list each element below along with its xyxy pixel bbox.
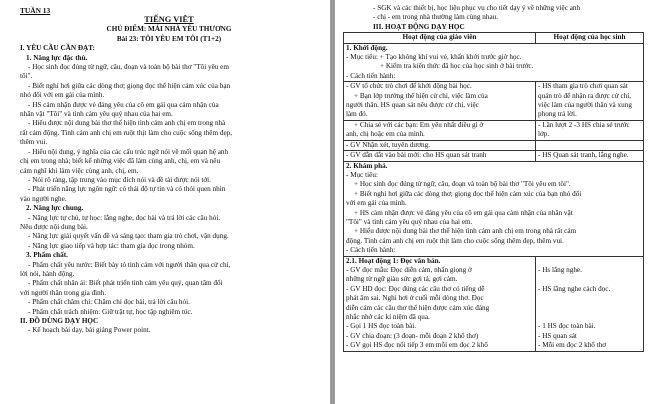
- warmup-title: 1. Khởi động.: [346, 43, 388, 52]
- teacher-cell: [344, 82, 536, 121]
- text-line: - 1 HS đọc toàn bài.: [538, 322, 596, 331]
- text-line: với người thân trong gia đình.: [20, 288, 107, 297]
- table-row: [344, 120, 644, 140]
- text-line: - Phẩm chất nhân ái: Biết phát triển tình cảm yêu quý, quan tâm đối: [28, 279, 223, 288]
- student-cell: [536, 140, 644, 150]
- general-competence-text: [20, 214, 318, 252]
- text-line: diễn cảm các câu thơ thể hiện được cảm xúc đáng: [346, 303, 490, 312]
- warmup-text: [346, 53, 641, 81]
- table-row: [344, 256, 644, 351]
- col-teacher-header: Hoạt động của giáo viên: [344, 33, 536, 43]
- text-line: động. Tình cảm anh chị em ruột thịt làm cho cuộc sống thêm đẹp, thêm vui.: [346, 236, 564, 245]
- subsection-qualities: 3. Phẩm chất.: [26, 251, 68, 260]
- subject-title: TIẾNG VIỆT: [144, 15, 194, 25]
- text-line: - chị - em trong nhà thường làm cùng nhau.: [373, 13, 499, 22]
- text-line: quản trò để nhận ra được cử chỉ,: [538, 91, 632, 100]
- right-page: [335, 0, 650, 404]
- text-line: - Phẩm chất chăm chỉ: Chăm chỉ đọc bài, trả lời câu hỏi.: [28, 298, 190, 307]
- table-row: [344, 43, 644, 82]
- section-activities: III. HOẠT ĐỘNG DẠY HỌC: [373, 22, 465, 31]
- qualities-text: [20, 261, 318, 317]
- specific-competence-text: [20, 63, 318, 204]
- text-line: - Phát triển năng lực ngôn ngữ: có thái độ tự tin và có thói quen nhìn: [28, 185, 226, 194]
- text-line: + HS cảm nhận được vẻ đáng yêu của cô em gái qua cảm nhận của nhân vật: [354, 208, 573, 217]
- text-line: anh, chị hoặc em của mình.: [346, 130, 425, 139]
- text-line: + Kiểm tra kiến thức đã học của học sinh ở bài trước.: [380, 62, 534, 71]
- table-row: [344, 140, 644, 150]
- text-line: - Năng lực giao tiếp và hợp tác: tham gia đọc trong nhóm.: [28, 241, 195, 250]
- text-line: chị em trong nhà; biết kể những việc đã làm cùng anh, chị, em và nêu: [20, 157, 221, 166]
- activity1-title: 2.1. Hoạt động 1: Đọc văn bản.: [346, 256, 441, 265]
- text-line: - Lần lượt 2 -3 HS chia sẻ trước: [538, 120, 630, 129]
- text-line: rất cảm động. Tình cảm anh chị em ruột thịt làm cho cuộc sống thêm đẹp,: [20, 128, 233, 137]
- teacher-cell: [344, 120, 536, 140]
- text-line: - Phẩm chất trách nhiệm: Giữ trật tự, học tập nghiêm túc.: [28, 307, 193, 316]
- table-row: [344, 82, 644, 121]
- subsection-general-competence: 2. Năng lực chung.: [26, 204, 84, 213]
- text-line: nhỏ đối với em gái của mình.: [20, 91, 105, 100]
- text-line: - Biết nghỉ hơi giữa các dòng thơ; giọng đọc thể hiện cảm xúc của bạn: [28, 81, 231, 90]
- text-line: - Mục tiêu: + Tạo không khí vui vẻ, khấn khởi trước giờ học.: [346, 53, 522, 62]
- theme-title: CHỦ ĐIỂM: MÁI NHÀ YÊU THƯƠNG: [106, 25, 232, 34]
- text-line: - Cách tiến hành:: [346, 246, 396, 255]
- activities-table: [343, 32, 644, 351]
- text-line: - GV HD đọc: Đọc đúng các câu thơ có tiếng dễ: [346, 284, 485, 293]
- table-row: [344, 161, 644, 256]
- text-line: + Biết nghỉ hơi giữa các dòng thơ; giọng đọc thể hiện cảm xúc của bạn nhỏ đối: [354, 189, 582, 198]
- materials-continued: [373, 4, 644, 23]
- materials-text: [20, 326, 318, 335]
- student-cell: [536, 82, 644, 121]
- text-line: việc làm của người thân và xung: [538, 101, 632, 110]
- text-line: tôi".: [20, 72, 33, 81]
- text-line: + Bạn lớp trưởng thể hiện cử chỉ, việc làm của: [354, 91, 488, 100]
- text-line: [538, 313, 641, 322]
- text-line: nhân vật "Tôi" và tình cảm yêu quý nhau của hai em.: [20, 110, 173, 119]
- teacher-cell: - GV dẫn dắt vào bài mới: cho HS quan sát tranh: [344, 151, 536, 161]
- student-cell: - HS Quan sát tranh, lắng nghe.: [536, 151, 644, 161]
- text-line: cảm nghĩ khi làm việc cùng anh, chị, em.: [20, 166, 139, 175]
- text-line: phát âm sai. Nghỉ hơi ở cuối mỗi dòng thơ. Đọc: [346, 294, 484, 303]
- text-line: - Mục tiêu:: [346, 170, 378, 179]
- activity1-teacher-text: [346, 266, 533, 351]
- text-line: - HS quan sát: [538, 331, 577, 340]
- text-line: người thân. HS quan sát nêu được cử chỉ, việc: [346, 101, 479, 110]
- text-line: - HS lắng nghe cách đọc.: [538, 284, 611, 293]
- text-line: lớp.: [538, 130, 550, 139]
- text-line: lời nói, hành động.: [20, 269, 75, 278]
- text-line: vào người nghe.: [20, 194, 67, 203]
- text-line: - GV đọc mẫu: Đọc diễn cảm, nhấn giọng ở: [346, 265, 472, 274]
- text-line: - Học sinh đọc đúng từ ngữ, câu, đoạn và toàn bộ bài thơ "Tôi yêu em: [28, 63, 229, 72]
- text-line: - Phẩm chất yêu nước: Biết bày tỏ tình cảm với người thân qua cử chỉ,: [28, 260, 231, 269]
- text-line: - Cách tiến hành:: [346, 71, 396, 80]
- text-line: - Mỗi em đọc 2 khổ thơ: [538, 341, 607, 350]
- text-line: nhắc nhở các kí niệm đã qua.: [346, 313, 430, 321]
- activity1-student-text: [538, 266, 641, 351]
- text-line: - HS tham gia trò chơi quan sát: [538, 82, 628, 91]
- text-line: - GV tổ chức trò chơi để khởi động bài học.: [346, 82, 472, 91]
- text-line: Nêu được nội dung bài.: [20, 222, 88, 231]
- text-line: + Chia sẻ với các bạn: Em yêu nhất điều gì ở: [354, 120, 484, 129]
- text-line: - Gọi 1 HS đọc toàn bài.: [346, 322, 417, 331]
- text-line: [538, 275, 641, 284]
- text-line: "Tôi" và tình cảm yêu quý nhau của hai em.: [346, 217, 473, 226]
- text-line: [538, 304, 641, 313]
- section-materials: II. ĐỒ DÙNG DẠY HỌC: [20, 317, 99, 325]
- text-line: - Hiểu nội dung, ý nghĩa của các cấu trúc ngữ nói về mối quan hệ anh: [28, 147, 229, 156]
- text-line: phong trả lời.: [538, 110, 577, 119]
- text-line: với em gái của mình.: [346, 199, 407, 208]
- text-line: + Học sinh đọc đúng từ ngữ, câu, đoạn và toàn bộ bài thơ "Tôi yêu em tôi".: [354, 180, 571, 189]
- student-cell: [536, 120, 644, 140]
- table-row: [344, 151, 644, 161]
- col-student-header: Hoạt động của học sinh: [536, 33, 644, 43]
- text-line: - GV chia đoạn: (3 đoạn- mỗi đoạn 2 khổ thơ): [346, 331, 479, 340]
- text-line: [538, 294, 641, 303]
- text-line: - SGK và các thiết bị, học liệu phục vụ cho tiết dạy ý về những việc anh: [373, 4, 581, 12]
- text-line: - Năng lực tự chủ, tự học: lắng nghe, đọc bài và trả lời các câu hỏi.: [28, 213, 221, 222]
- explore-text: [346, 171, 641, 256]
- subsection-specific-competence: 1. Năng lực đặc thù.: [26, 53, 88, 62]
- text-line: thêm vui.: [20, 138, 48, 147]
- text-line: - GV gọi HS đọc nối tiếp 3 em mỗi em đọc 2 khổ: [346, 341, 488, 350]
- text-line: - Nói rõ ràng, tập trung vào mục đích nói và đề tài được nói tới.: [28, 175, 211, 184]
- text-line: - Năng lực giải quyết vấn đề và sáng tạo: tham gia trò chơi, vận dụng.: [28, 232, 229, 241]
- text-line: - Kế hoạch bài dạy, bài giảng Power point.: [28, 326, 151, 335]
- lesson-title: Bài 23: TÔI YÊU EM TÔI (T1+2): [116, 34, 222, 43]
- text-line: - Hiểu được nội dung bài thơ thể hiện tình cảm anh chị em trong nhà: [28, 119, 226, 128]
- explore-title: 2. Khám phá.: [346, 161, 388, 170]
- week-label: TUẦN 13: [20, 6, 51, 15]
- text-line: - HS cảm nhận được vẻ đáng yêu của cô em gái qua cảm nhận của: [28, 100, 219, 109]
- text-line: những từ ngữ giàu sức gợi tả, gợi cảm.: [346, 275, 458, 284]
- text-line: + Hiểu được nội dung bài thơ thể hiện tình cảm anh chị em trong nhà rất cảm: [354, 227, 577, 236]
- teacher-cell: - GV Nhận xét, tuyên dương.: [344, 140, 536, 150]
- text-line: làm đó.: [346, 110, 368, 119]
- section-objectives: I. YÊU CẦU CẦN ĐẠT:: [20, 44, 95, 53]
- text-line: - Hs lắng nghe.: [538, 265, 582, 274]
